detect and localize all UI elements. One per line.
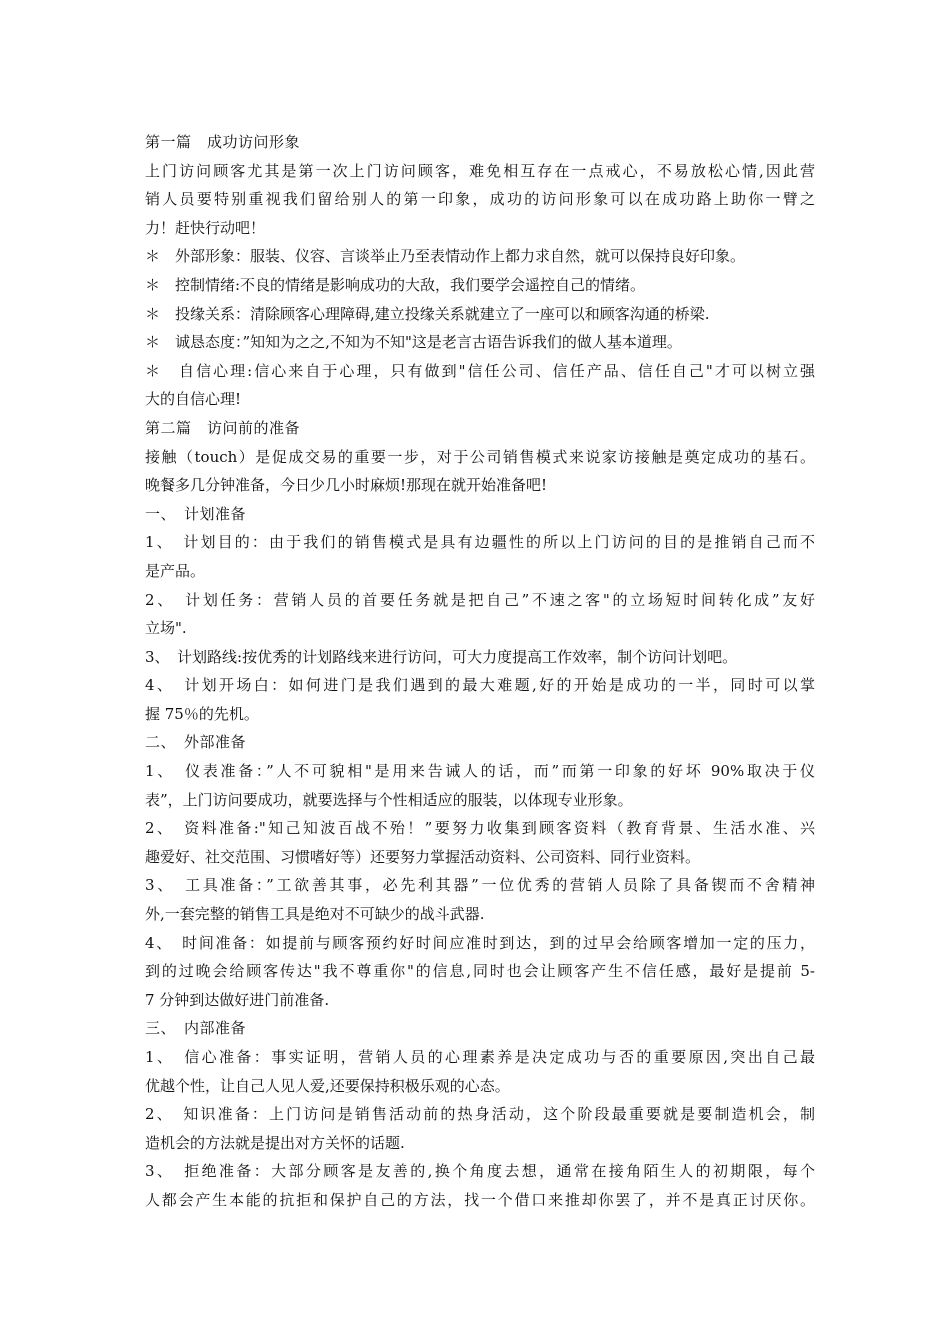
paragraph-line: 销人员要特别重视我们留给别人的第一印象，成功的访问形象可以在成功路上助你一臂之 [145,190,815,209]
list-item: 3、 工具准备：”工欲善其事，必先利其器”一位优秀的营销人员除了具备锲而不舍精神 [145,876,815,895]
list-item: 1、 计划目的：由于我们的销售模式是具有边疆性的所以上门访问的目的是推销自己而不 [145,533,815,552]
bullet-item-continuation: 大的自信心理! [145,390,242,409]
list-item-continuation: 造机会的方法就是提出对方关怀的话题. [145,1133,405,1152]
subsection-heading-internal: 三、 内部准备 [145,1019,247,1038]
list-item-continuation: 立场". [145,619,187,638]
list-item: 1、 仪表准备：”人不可貌相"是用来告诫人的话，而”而第一印象的好坏 90%取决于仪 [145,762,815,781]
list-item-continuation: 趣爱好、社交范围、习惯嗜好等）还要努力掌握活动资料、公司资料、同行业资料。 [145,847,701,866]
list-item: 2、 知识准备：上门访问是销售活动前的热身活动，这个阶段最重要就是要制造机会，制 [145,1105,815,1124]
paragraph-line: 力！赶快行动吧！ [145,218,266,237]
list-item: 2、 计划任务：营销人员的首要任务就是把自己”不速之客"的立场短时间转化成”友好 [145,590,815,609]
paragraph-line: 上门访问顾客尤其是第一次上门访问顾客，难免相互存在一点戒心，不易放松心情,因此营 [145,161,815,180]
bullet-item: ＊ 外部形象：服装、仪容、言谈举止乃至表情动作上都力求自然，就可以保持良好印象。 [145,247,746,266]
list-item-continuation: 优越个性，让自己人见人爱,还要保持积极乐观的心态。 [145,1076,510,1095]
list-item-continuation: 7 分钟到达做好进门前准备. [145,990,330,1009]
section-heading-1: 第一篇 成功访问形象 [145,133,301,151]
paragraph-line: 晚餐多几分钟准备，今日少几小时麻烦!那现在就开始准备吧! [145,476,548,495]
bullet-item: ＊ 自信心理:信心来自于心理，只有做到"信任公司、信任产品、信任自己"才可以树立强 [145,361,815,380]
bullet-item: ＊ 诚恳态度：”知知为之之,不知为不知"这是老言古语告诉我们的做人基本道理。 [145,333,682,352]
list-item: 4、 计划开场白：如何进门是我们遇到的最大难题,好的开始是成功的一半，同时可以掌 [145,676,815,695]
list-item-continuation: 表”，上门访问要成功，就要选择与个性相适应的服装，以体现专业形象。 [145,790,633,809]
section-heading-2: 第二篇 访问前的准备 [145,418,301,437]
subsection-heading-external: 二、 外部准备 [145,733,247,752]
list-item: 4、 时间准备：如提前与顾客预约好时间应准时到达，到的过早会给顾客增加一定的压力， [145,933,815,952]
list-item: 2、 资料准备:"知己知波百战不殆！”要努力收集到顾客资料（教育背景、生活水准、兴 [145,819,815,838]
bullet-item: ＊ 控制情绪:不良的情绪是影响成功的大敌，我们要学会遥控自己的情绪。 [145,275,646,294]
list-item: 3、 计划路线:按优秀的计划路线来进行访问，可大力度提高工作效率，制个访问计划吧。 [145,647,738,666]
list-item: 3、 拒绝准备：大部分顾客是友善的,换个角度去想，通常在接角陌生人的初期限，每个 [145,1162,815,1181]
list-item-continuation: 是产品。 [145,561,206,580]
list-item-continuation: 人都会产生本能的抗拒和保护自己的方法，找一个借口来推却你罢了，并不是真正讨厌你。 [145,1190,815,1209]
list-item-continuation: 外,一套完整的销售工具是绝对不可缺少的战斗武器. [145,905,485,924]
document-body [145,128,815,1215]
list-item: 1、 信心准备：事实证明，营销人员的心理素养是决定成功与否的重要原因,突出自己最 [145,1048,815,1066]
paragraph-line: 接触（touch）是促成交易的重要一步，对于公司销售模式来说家访接触是奠定成功的基石。 [145,447,815,466]
subsection-heading-plan: 一、 计划准备 [145,504,247,523]
list-item-continuation: 到的过晚会给顾客传达"我不尊重你"的信息,同时也会让顾客产生不信任感，最好是提前 5- [145,962,815,981]
list-item-continuation: 握 75％的先机。 [145,704,259,723]
bullet-item: ＊ 投缘关系：清除顾客心理障碍,建立投缘关系就建立了一座可以和顾客沟通的桥梁. [145,304,710,323]
